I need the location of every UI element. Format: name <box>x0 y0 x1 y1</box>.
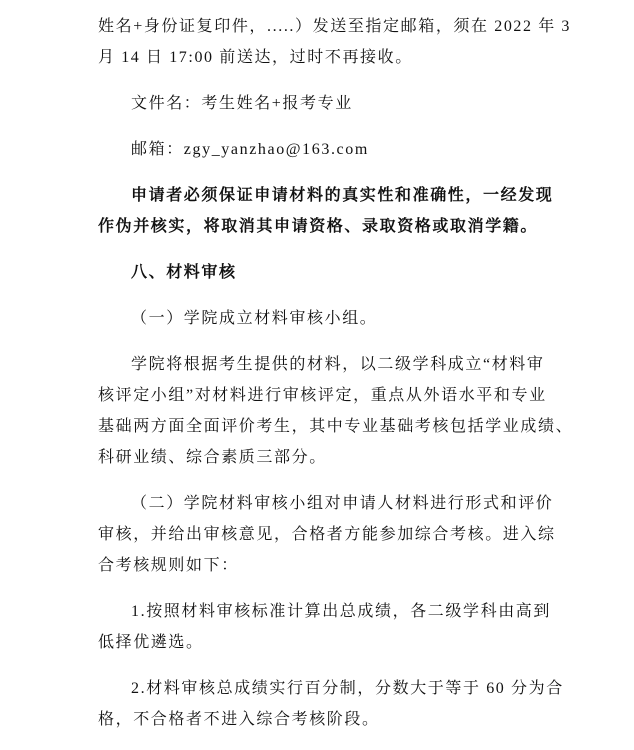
list-item-rule-2 <box>98 673 564 735</box>
text-line: 月 14 日 17:00 前送达，过时不再接收。 <box>98 49 413 66</box>
text-line: （一）学院成立材料审核小组。 <box>131 310 378 327</box>
text-line: 1.按照材料审核标准计算出总成绩，各二级学科由高到 <box>131 603 552 620</box>
text-line: 合考核规则如下： <box>98 557 239 574</box>
text-line: 文件名：考生姓名+报考专业 <box>131 95 353 112</box>
text-line: 作伪并核实，将取消其申请资格、录取资格或取消学籍。 <box>98 218 539 235</box>
text-line: 姓名+身份证复印件，.....）发送至指定邮箱，须在 2022 年 3 <box>98 18 572 35</box>
subheading-review-group <box>98 303 558 334</box>
text-line: 2.材料审核总成绩实行百分制，分数大于等于 60 分为合 <box>131 680 564 697</box>
text-line: 学院将根据考生提供的材料，以二级学科成立“材料审 <box>131 356 545 373</box>
paragraph-file-name <box>98 88 558 119</box>
paragraph-review-process <box>98 488 558 581</box>
paragraph-review-method <box>98 349 574 473</box>
section-heading-material-review <box>98 257 558 288</box>
list-item-rule-1 <box>98 596 558 658</box>
document-page <box>98 11 574 750</box>
text-line: 八、材料审核 <box>131 264 237 281</box>
text-line: 基础两方面全面评价考生，其中专业基础考核包括学业成绩、 <box>98 418 574 435</box>
text-line: （二）学院材料审核小组对申请人材料进行形式和评价 <box>131 495 554 512</box>
text-line: 申请者必须保证申请材料的真实性和准确性，一经发现 <box>131 187 554 204</box>
text-line: 核评定小组”对材料进行审核评定，重点从外语水平和专业 <box>98 387 547 404</box>
paragraph-email <box>98 134 558 165</box>
paragraph-authenticity-warning <box>98 180 558 242</box>
text-line: 审核，并给出审核意见，合格者方能参加综合考核。进入综 <box>98 526 556 543</box>
text-line: 格，不合格者不进入综合考核阶段。 <box>98 711 380 728</box>
text-line: 邮箱：zgy_yanzhao@163.com <box>131 141 369 158</box>
paragraph-submission-deadline <box>98 11 572 73</box>
text-line: 低择优遴选。 <box>98 634 204 651</box>
text-line: 科研业绩、综合素质三部分。 <box>98 449 327 466</box>
